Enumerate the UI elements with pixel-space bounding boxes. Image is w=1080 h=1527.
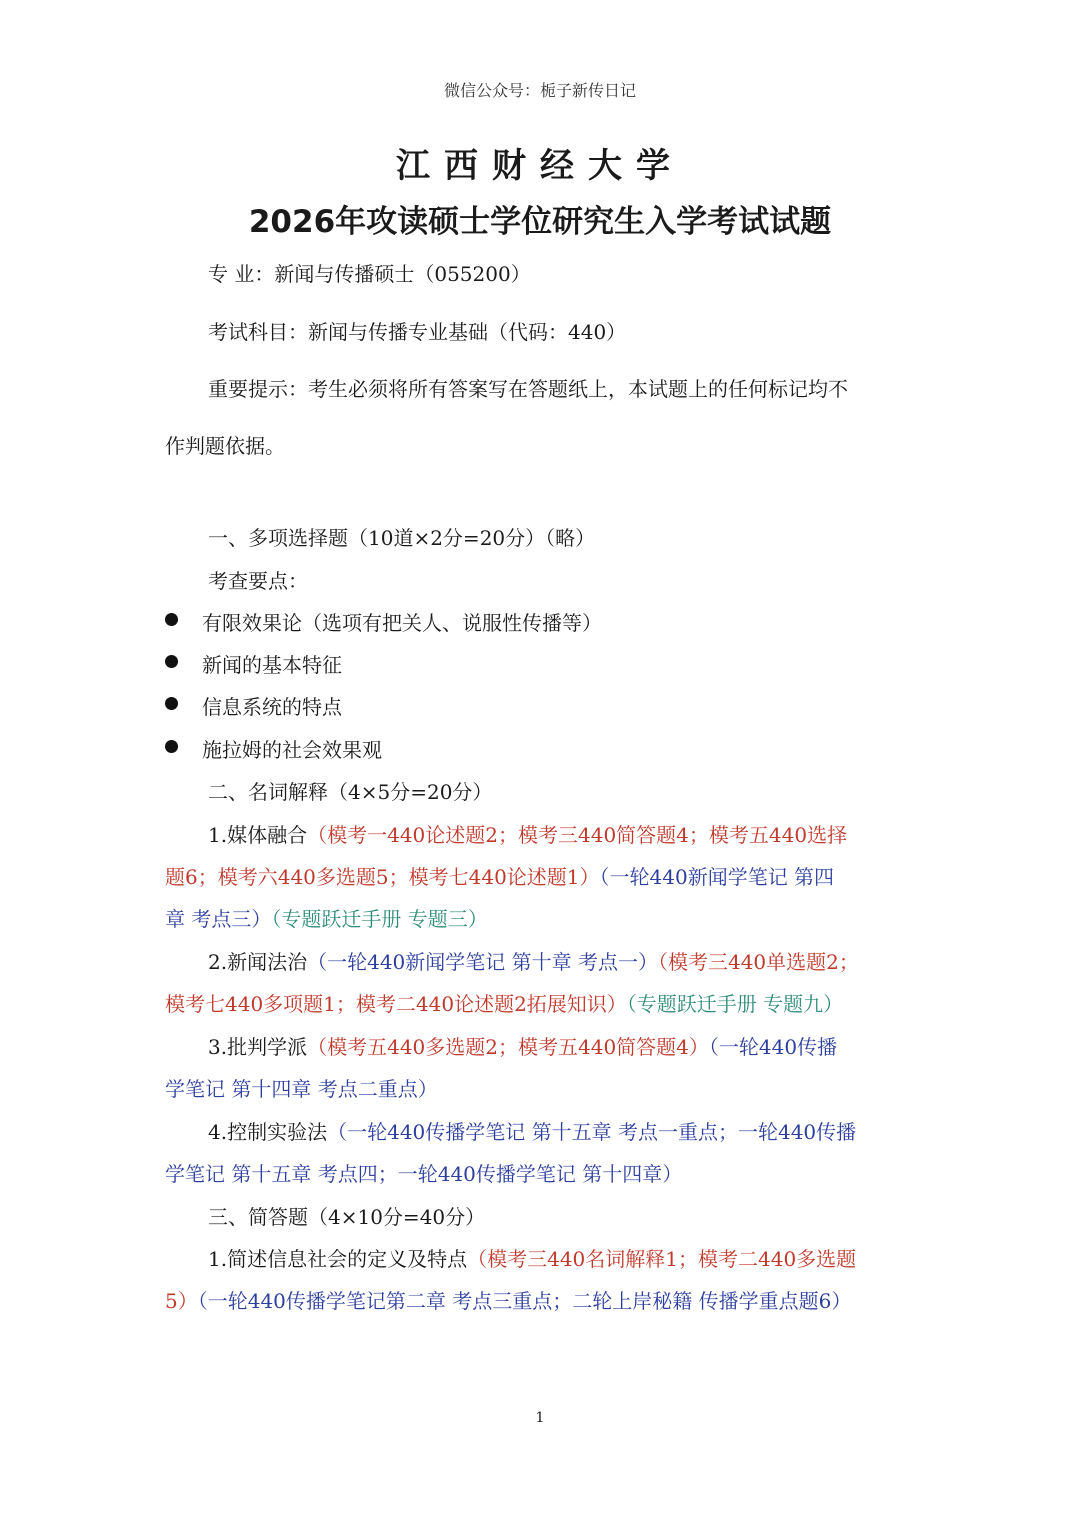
bullet-item: 有限效果论（选项有把关人、说服性传播等） bbox=[202, 611, 602, 635]
ref-mock: （模考一440论述题2；模考三440简答题4；模考五440选择 bbox=[307, 823, 848, 847]
bullet-item: 施拉姆的社会效果观 bbox=[202, 738, 382, 762]
notice-line-2: 作判题依据。 bbox=[165, 434, 285, 458]
exam-title: 2026年攻读硕士学位研究生入学考试试题 bbox=[248, 204, 832, 240]
ref-mock: （模考五440多选题2；模考五440简答题4） bbox=[307, 1035, 709, 1059]
s2-q3-line1 bbox=[208, 1031, 837, 1060]
major-line: 专 业：新闻与传播硕士（055200） bbox=[208, 262, 531, 286]
s3-q1-line2 bbox=[165, 1285, 851, 1314]
term: 1.媒体融合 bbox=[208, 823, 308, 847]
term: 2.新闻法治 bbox=[208, 950, 308, 974]
ref-mock: （模考三440单选题2； bbox=[657, 950, 859, 974]
ref-notes: （一轮440新闻学笔记 第十章 考点一） bbox=[307, 950, 658, 974]
s2-q2-line2 bbox=[165, 988, 843, 1017]
s2-q1-line3 bbox=[165, 903, 488, 932]
question: 1.简述信息社会的定义及特点 bbox=[208, 1247, 468, 1271]
section1-heading: 一、多项选择题（10道×2分=20分）（略） bbox=[208, 526, 596, 550]
ref-handbook: （专题跃迁手册 专题九） bbox=[626, 992, 844, 1016]
ref-notes: 学笔记 第十五章 考点四；一轮440传播学笔记 第十四章） bbox=[165, 1162, 683, 1186]
bullet-item: 新闻的基本特征 bbox=[202, 653, 342, 677]
bullet-dot bbox=[165, 740, 178, 753]
ref-notes: 章 考点三） bbox=[165, 907, 272, 931]
ref-mock: 题6；模考六440多选题5；模考七440论述题1） bbox=[165, 865, 600, 889]
s2-q1-line1 bbox=[208, 819, 847, 848]
ref-notes: （一轮440新闻学笔记 第四 bbox=[599, 865, 835, 889]
section3-heading: 三、简答题（4×10分=40分） bbox=[208, 1205, 486, 1229]
subject-line: 考试科目：新闻与传播专业基础（代码：440） bbox=[208, 320, 627, 344]
s2-q1-line2 bbox=[165, 861, 834, 890]
ref-notes: （一轮440传播学笔记 第十五章 考点一重点；一轮440传播 bbox=[327, 1120, 857, 1144]
bullet-dot bbox=[165, 613, 178, 626]
section1-points-label: 考查要点： bbox=[208, 569, 308, 593]
s2-q4-line2 bbox=[165, 1158, 682, 1187]
bullet-item: 信息系统的特点 bbox=[202, 695, 342, 719]
s2-q2-line1 bbox=[208, 946, 859, 975]
ref-mock: 模考七440多项题1；模考二440论述题2拓展知识） bbox=[165, 992, 627, 1016]
ref-notes: （一轮440传播学笔记第二章 考点三重点；二轮上岸秘籍 传播学重点题6） bbox=[197, 1289, 852, 1313]
university-title: 江西财经大学 bbox=[396, 146, 684, 186]
page-number: 1 bbox=[535, 1410, 545, 1426]
s2-q3-line2 bbox=[165, 1073, 438, 1102]
ref-notes: （一轮440传播 bbox=[708, 1035, 838, 1059]
ref-mock: 5） bbox=[165, 1289, 198, 1313]
term: 4.控制实验法 bbox=[208, 1120, 328, 1144]
section2-heading: 二、名词解释（4×5分=20分） bbox=[208, 780, 493, 804]
ref-notes: 学笔记 第十四章 考点二重点） bbox=[165, 1077, 438, 1101]
term: 3.批判学派 bbox=[208, 1035, 308, 1059]
watermark-header: 微信公众号：栀子新传日记 bbox=[443, 81, 636, 100]
notice-line-1: 重要提示：考生必须将所有答案写在答题纸上，本试题上的任何标记均不 bbox=[208, 377, 848, 401]
ref-mock: （模考三440名词解释1；模考二440多选题 bbox=[467, 1247, 857, 1271]
s2-q4-line1 bbox=[208, 1116, 856, 1145]
s3-q1-line1 bbox=[208, 1243, 856, 1272]
bullet-dot bbox=[165, 655, 178, 668]
bullet-dot bbox=[165, 697, 178, 710]
ref-handbook: （专题跃迁手册 专题三） bbox=[271, 907, 488, 931]
